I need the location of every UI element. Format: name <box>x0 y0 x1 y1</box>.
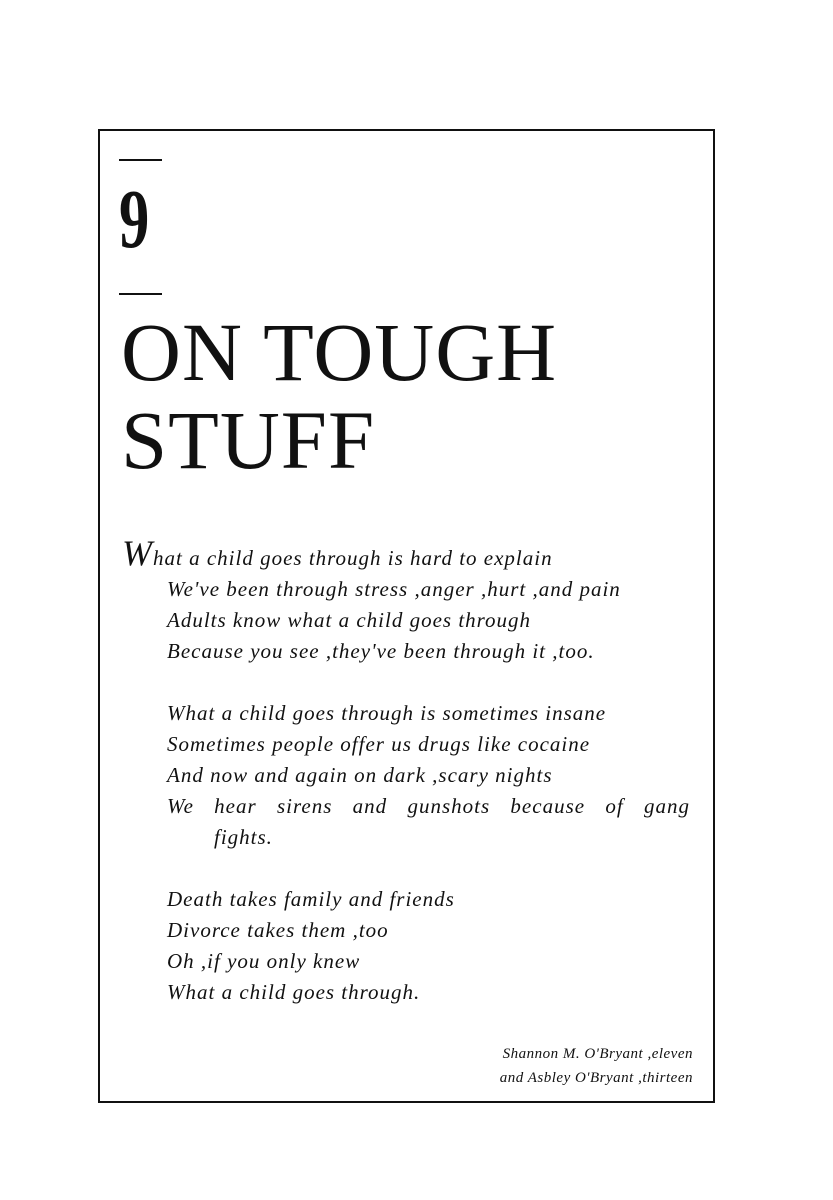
chapter-title <box>121 308 557 484</box>
author-credit-line-2: and Asbley O'Bryant ,thirteen <box>499 1070 693 1086</box>
drop-cap: W <box>122 533 153 573</box>
chapter-title-line-2: STUFF <box>121 394 376 486</box>
chapter-title-line-1: ON TOUGH <box>121 306 558 398</box>
stanza-break <box>167 853 697 884</box>
author-credit-line-1: Shannon M. O'Bryant ,eleven <box>502 1046 693 1062</box>
poem-line-continuation: fights. <box>214 825 273 849</box>
chapter-rule-top <box>119 159 162 161</box>
poem-line: What a child goes through. <box>167 980 421 1004</box>
poem-line: Because you see ,they've been through it ,too. <box>167 639 595 663</box>
poem-line: We've been through stress ,anger ,hurt ,and pain <box>167 577 621 601</box>
poem-line: And now and again on dark ,scary nights <box>167 763 553 787</box>
poem-line: Oh ,if you only knew <box>167 949 361 973</box>
chapter-rule-bottom <box>119 293 162 295</box>
poem-line <box>122 534 697 574</box>
chapter-number: 9 <box>119 173 150 266</box>
poem-line: Death takes family and friends <box>167 887 455 911</box>
poem-line: What a child goes through is sometimes insane <box>167 701 607 725</box>
author-credits <box>500 1042 693 1090</box>
poem-line: Divorce takes them ,too <box>167 918 389 942</box>
poem-line: Sometimes people offer us drugs like cocaine <box>167 732 591 756</box>
poem <box>122 533 697 1008</box>
poem-line: We hear sirens and gunshots because of gang <box>167 794 690 818</box>
poem-line-text: hat a child goes through is hard to explain <box>153 546 553 570</box>
stanza-break <box>167 667 697 698</box>
poem-line: Adults know what a child goes through <box>167 608 532 632</box>
